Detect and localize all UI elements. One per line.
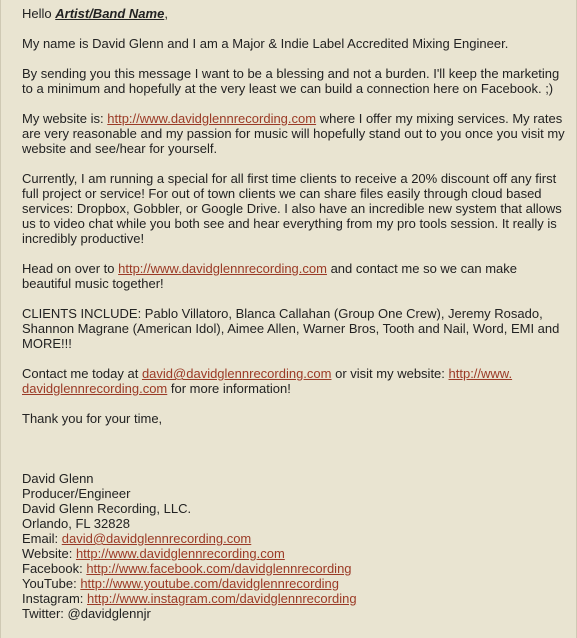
- signature-location: Orlando, FL 32828: [22, 516, 130, 531]
- signature-email-label: Email:: [22, 531, 62, 546]
- signature-facebook-line: [22, 561, 568, 576]
- website-paragraph-before: My website is:: [22, 111, 108, 126]
- signature-instagram-link[interactable]: http://www.instagram.com/davidglennrecording: [87, 591, 357, 606]
- signature-block: [22, 471, 568, 621]
- greeting-prefix: Hello: [22, 6, 56, 21]
- contact-after: for more information!: [167, 381, 291, 396]
- purpose-paragraph: By sending you this message I want to be a blessing and not a burden. I'll keep the marketing to a minimum and hopefully at the very least we can build a connection here on Facebook. ;): [22, 66, 560, 96]
- contact-before: Contact me today at: [22, 366, 142, 381]
- head-over-paragraph: [22, 261, 568, 291]
- signature-website-label: Website:: [22, 546, 76, 561]
- signature-youtube-label: YouTube:: [22, 576, 81, 591]
- signature-youtube-link[interactable]: http://www.youtube.com/davidglennrecording: [80, 576, 340, 591]
- signature-website-line: [22, 546, 568, 561]
- signature-facebook-link[interactable]: http://www.facebook.com/davidglennrecording: [86, 561, 352, 576]
- signature-instagram-label: Instagram:: [22, 591, 88, 606]
- contact-email-link[interactable]: david@davidglennrecording.com: [141, 366, 332, 381]
- head-over-after: and contact me so we can make beautiful music together!: [22, 261, 518, 291]
- signature-spacer: [22, 441, 568, 471]
- signature-youtube-line: [22, 576, 568, 591]
- signature-website-link[interactable]: http://www.davidglennrecording.com: [75, 546, 285, 561]
- signature-company: David Glenn Recording, LLC.: [22, 501, 192, 516]
- website-paragraph: [22, 111, 568, 156]
- signature-twitter-line: [22, 606, 568, 621]
- contact-website-link-part2: davidglennrecording.com: [22, 381, 168, 396]
- signature-twitter-handle: @davidglennjr: [67, 606, 151, 621]
- contact-middle: or visit my website:: [331, 366, 449, 381]
- special-paragraph: Currently, I am running a special for all first time clients to receive a 20% discount off any first full project or service! For out of town clients we can share files easily through cloud based services: Dropbox, Gobbler, or Google Drive. I also have an incredible new system that allows us to video chat while you both see and hear everything from my pro tools session. It really is incredibly productive!: [22, 171, 562, 246]
- contact-website-link-part1: http://www.: [448, 366, 513, 381]
- clients-paragraph: CLIENTS INCLUDE: Pablo Villatoro, Blanca Callahan (Group One Crew), Jeremy Rosado, Shannon Magrane (American Idol), Aimee Allen, Warner Bros, Tooth and Nail, Word, EMI and MORE!!!: [22, 306, 560, 351]
- signature-title: Producer/Engineer: [22, 486, 131, 501]
- head-over-website-link[interactable]: http://www.davidglennrecording.com: [118, 261, 327, 276]
- website-paragraph-after: where I offer my mixing services. My rates are very reasonable and my passion for music will hopefully stand out to you once you visit my website and see/hear for yourself.: [22, 111, 565, 156]
- greeting: [22, 6, 568, 21]
- head-over-before: Head on over to: [22, 261, 119, 276]
- thanks-line: Thank you for your time,: [22, 411, 163, 426]
- greeting-suffix: ,: [164, 6, 168, 21]
- signature-name: David Glenn: [22, 471, 94, 486]
- artist-name-placeholder: Artist/Band Name: [55, 6, 165, 21]
- signature-facebook-label: Facebook:: [22, 561, 87, 576]
- website-link[interactable]: http://www.davidglennrecording.com: [107, 111, 317, 126]
- signature-twitter-label: Twitter:: [22, 606, 68, 621]
- contact-paragraph: [22, 366, 568, 396]
- signature-instagram-line: [22, 591, 568, 606]
- signature-email-line: [22, 531, 568, 546]
- intro-paragraph: My name is David Glenn and I am a Major & Indie Label Accredited Mixing Engineer.: [22, 36, 509, 51]
- signature-email-link[interactable]: david@davidglennrecording.com: [61, 531, 252, 546]
